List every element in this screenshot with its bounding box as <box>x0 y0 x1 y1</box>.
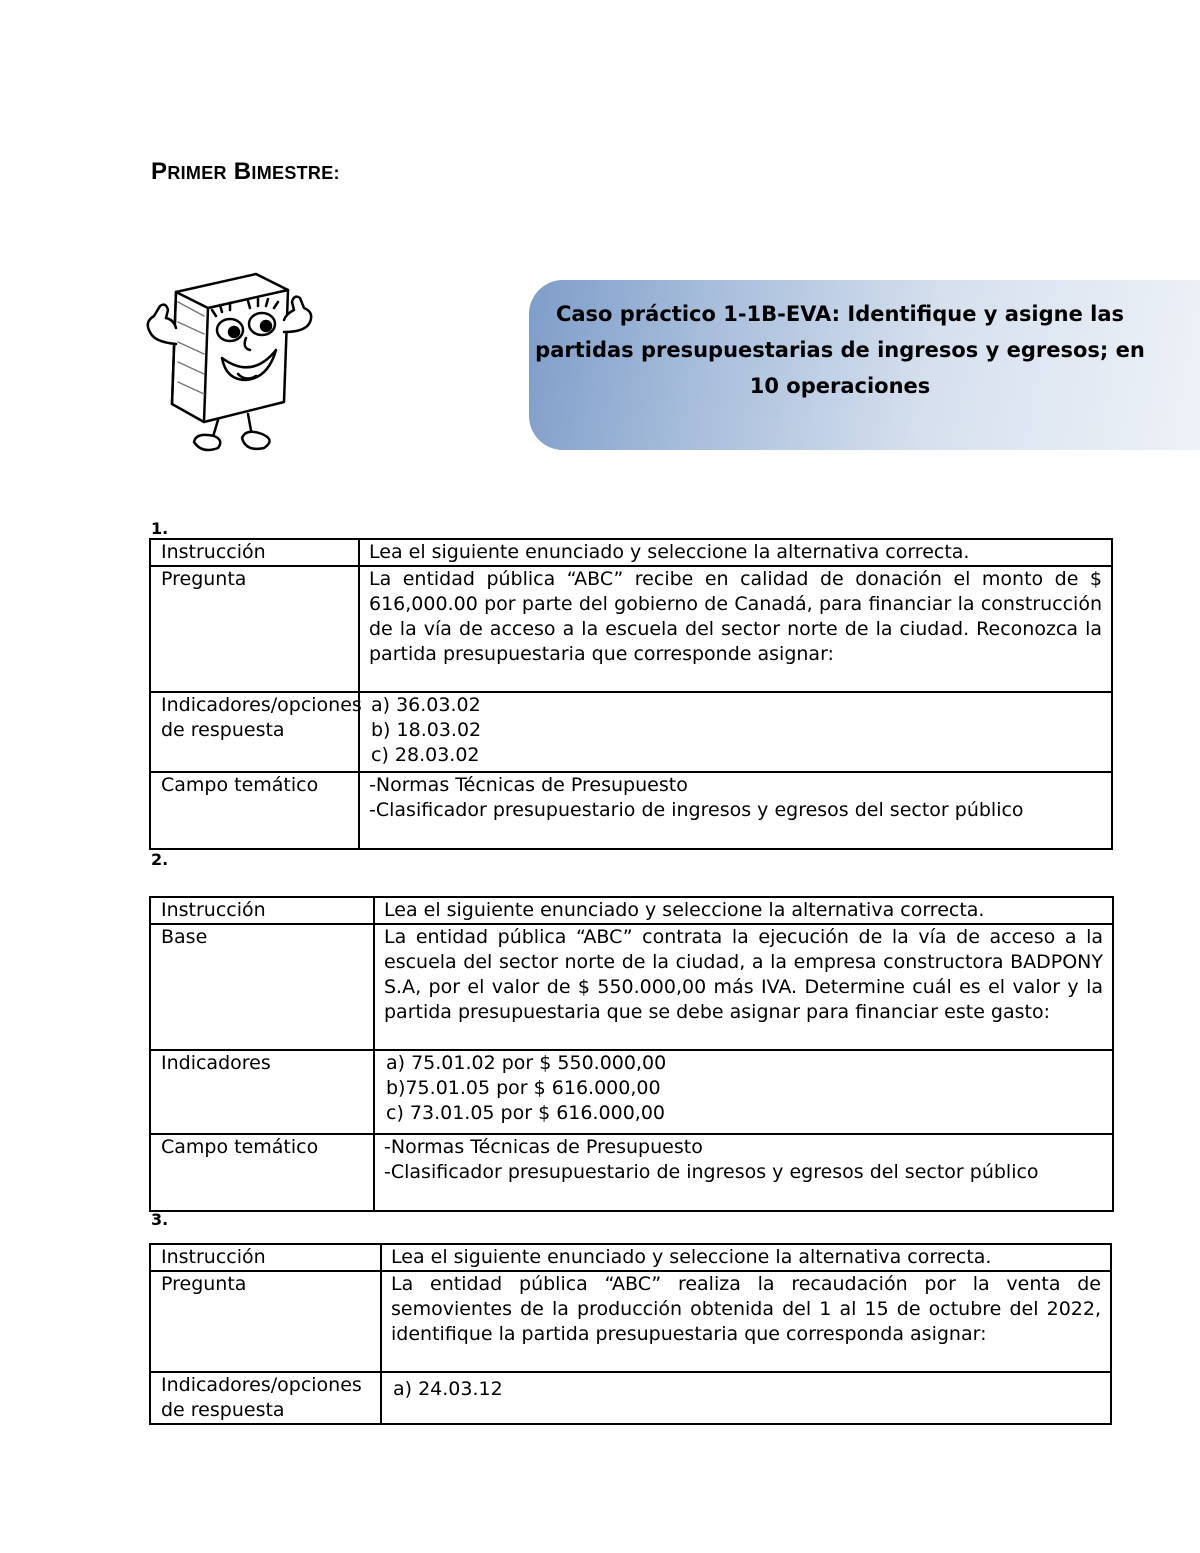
indicadores-label: Indicadores <box>150 1050 374 1134</box>
option-c: c) 73.01.05 por $ 616.000,00 <box>386 1102 665 1124</box>
campo-label: Campo temático <box>150 1134 374 1211</box>
banner-title <box>500 296 1180 404</box>
instruccion-text: Lea el siguiente enunciado y seleccione la alternativa correcta. <box>374 897 1113 924</box>
indicadores-label: Indicadores/opciones de respuesta <box>150 1372 381 1424</box>
question-3-number: 3. <box>151 1210 169 1229</box>
instruccion-text: Lea el siguiente enunciado y seleccione la alternativa correcta. <box>359 539 1112 566</box>
heading-rest-2: IMESTRE: <box>251 163 340 183</box>
campo-item: -Clasificador presupuestario de ingresos y egresos del sector público <box>384 1161 1039 1183</box>
option-a: a) 75.01.02 por $ 550.000,00 <box>386 1052 667 1074</box>
pregunta-label: Pregunta <box>150 566 359 692</box>
book-mascot-icon <box>138 262 333 457</box>
instruccion-label: Instrucción <box>150 1244 381 1271</box>
campo-item: -Normas Técnicas de Presupuesto <box>384 1136 703 1158</box>
heading-cap-1: P <box>151 158 168 185</box>
question-2-table <box>149 896 1114 1212</box>
instruccion-label: Instrucción <box>150 539 359 566</box>
pregunta-text: La entidad pública “ABC” recibe en calidad de donación el monto de $ 616,000.00 por parte del gobierno de Canadá, para financiar la construcción de la vía de acceso a la escuela del sector norte de la ciudad. Reconozca la partida presupuestaria que corresponde asignar: <box>359 566 1112 692</box>
question-3-table <box>149 1243 1112 1425</box>
pregunta-label: Pregunta <box>150 1271 381 1372</box>
question-1-number: 1. <box>151 519 169 538</box>
base-label: Base <box>150 924 374 1050</box>
question-2-number: 2. <box>151 850 169 869</box>
heading-rest-1: RIMER <box>167 163 227 183</box>
option-b: b) 18.03.02 <box>371 719 482 741</box>
campo-list <box>374 1134 1113 1211</box>
options-list <box>374 1050 1113 1134</box>
banner-title-line: 10 operaciones <box>749 374 931 398</box>
option-b: b)75.01.05 por $ 616.000,00 <box>386 1077 661 1099</box>
campo-list <box>359 772 1112 849</box>
option-a: a) 36.03.02 <box>371 694 481 716</box>
campo-item: -Normas Técnicas de Presupuesto <box>369 774 688 796</box>
heading-cap-2: B <box>233 158 252 185</box>
campo-label: Campo temático <box>150 772 359 849</box>
page-heading <box>151 158 340 186</box>
banner-title-line: Caso práctico 1-1B-EVA: Identifique y asigne las <box>555 302 1125 326</box>
instruccion-label: Instrucción <box>150 897 374 924</box>
options-list <box>381 1372 1111 1424</box>
campo-item: -Clasificador presupuestario de ingresos y egresos del sector público <box>369 799 1024 821</box>
pregunta-text: La entidad pública “ABC” realiza la recaudación por la venta de semovientes de la producción obtenida del 1 al 15 de octubre del 2022, identifique la partida presupuestaria que corresponda asignar: <box>381 1271 1111 1372</box>
base-text: La entidad pública “ABC” contrata la ejecución de la vía de acceso a la escuela del sector norte de la ciudad, a la empresa constructora BADPONY S.A, por el valor de $ 550.000,00 más IVA. Determine cuál es el valor y la partida presupuestaria que se debe asignar para financiar este gasto: <box>374 924 1113 1050</box>
instruccion-text: Lea el siguiente enunciado y seleccione la alternativa correcta. <box>381 1244 1111 1271</box>
question-1-table <box>149 538 1113 850</box>
options-list <box>359 692 1112 772</box>
banner-title-line: partidas presupuestarias de ingresos y egresos; en <box>535 338 1145 362</box>
option-a: a) 24.03.12 <box>393 1378 503 1400</box>
indicadores-label: Indicadores/opciones de respuesta <box>150 692 359 772</box>
option-c: c) 28.03.02 <box>371 744 480 766</box>
